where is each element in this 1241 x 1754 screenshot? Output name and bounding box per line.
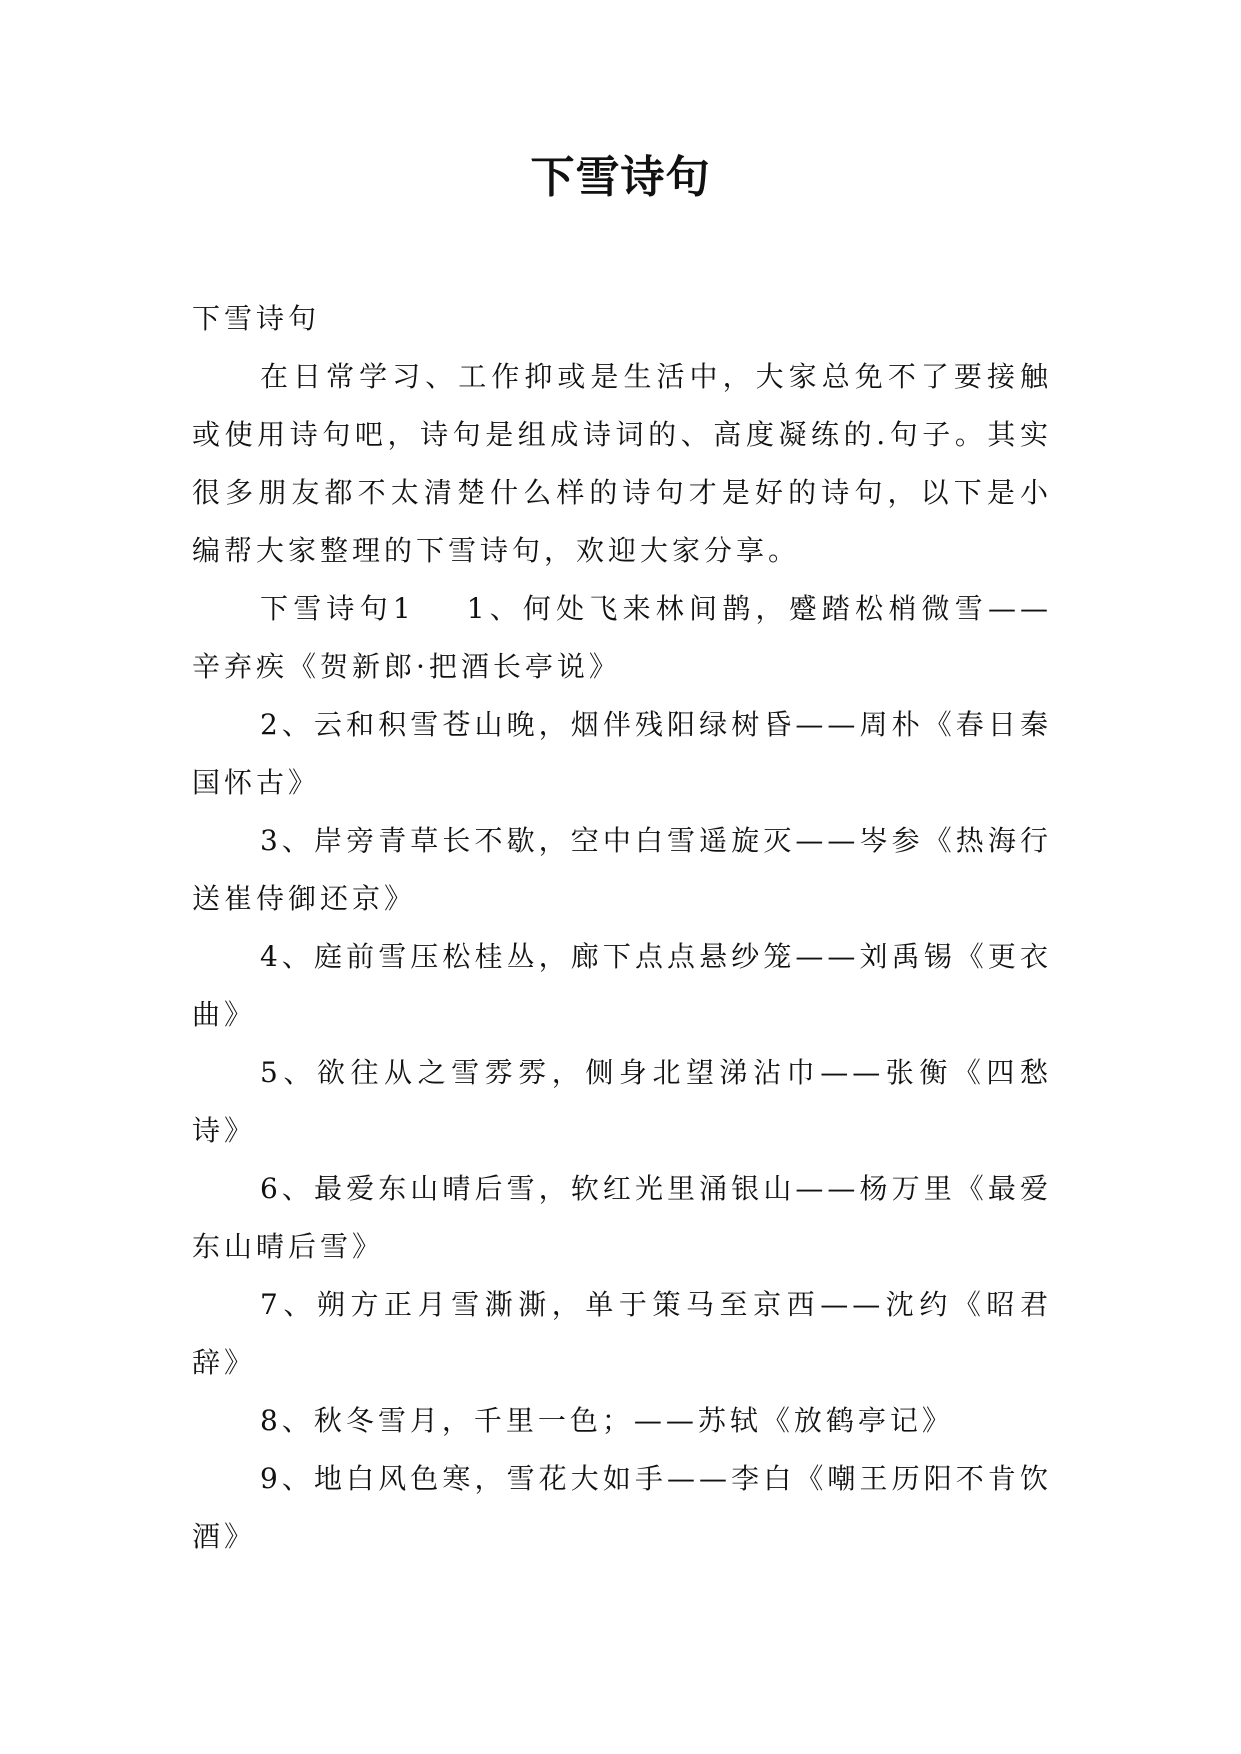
intro-paragraph: 在日常学习、工作抑或是生活中，大家总免不了要接触或使用诗句吧，诗句是组成诗词的、高度凝练的.句子。其实很多朋友都不太清楚什么样的诗句才是好的诗句，以下是小编帮大家整理的下雪诗句，欢迎大家分享。	[192, 360, 1052, 567]
poem-line-8: 8、秋冬雪月，千里一色；——苏轼《放鹤亭记》	[260, 1404, 954, 1437]
document-subtitle: 下雪诗句	[192, 302, 321, 335]
section-heading: 下雪诗句1	[260, 592, 415, 625]
poem-line-3: 3、岸旁青草长不歇，空中白雪遥旋灭——岑参《热海行送崔侍御还京》	[192, 824, 1052, 915]
poem-line-4: 4、庭前雪压松桂丛，廊下点点悬纱笼——刘禹锡《更衣曲》	[192, 940, 1052, 1031]
document-body	[192, 290, 1052, 1566]
poem-line-5: 5、欲往从之雪雰雰，侧身北望涕沾巾——张衡《四愁诗》	[192, 1056, 1052, 1147]
document-title: 下雪诗句	[530, 152, 711, 203]
poem-text-1: 1、何处飞来林间鹊，蹙踏松梢微雪——辛弃疾《贺新郎·把酒长亭说》	[192, 592, 1052, 683]
poem-line-9: 9、地白风色寒，雪花大如手——李白《嘲王历阳不肯饮酒》	[192, 1462, 1052, 1553]
poem-line-1	[192, 580, 1052, 696]
poem-line-2: 2、云和积雪苍山晚，烟伴残阳绿树昏——周朴《春日秦国怀古》	[192, 708, 1052, 799]
poem-line-6: 6、最爱东山晴后雪，软红光里涌银山——杨万里《最爱东山晴后雪》	[192, 1172, 1052, 1263]
poem-line-7: 7、朔方正月雪澌澌，单于策马至京西——沈约《昭君辞》	[192, 1288, 1052, 1379]
